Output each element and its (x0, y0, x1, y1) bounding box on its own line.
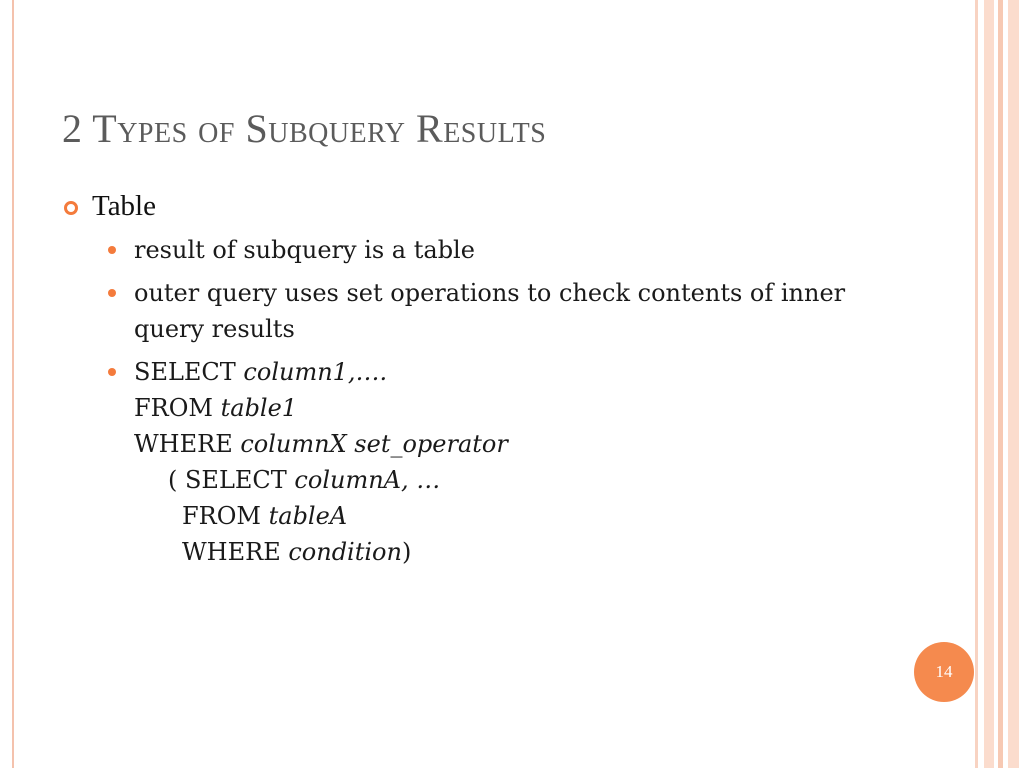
dot-bullet-icon (108, 368, 116, 376)
sql-identifier: columnA, … (294, 466, 441, 494)
right-stripe (975, 0, 978, 768)
right-stripe (998, 0, 1003, 768)
bullet-text: outer query uses set operations to check contents of inner query results (134, 279, 846, 343)
bullet-text: result of subquery is a table (134, 236, 475, 264)
sql-paren: ) (401, 538, 412, 566)
sql-line (134, 354, 866, 390)
sql-identifier: tableA (268, 502, 348, 530)
page-number-badge: 14 (914, 642, 974, 702)
sql-line (134, 462, 866, 498)
right-stripe (984, 0, 994, 768)
sql-line (134, 390, 866, 426)
sql-code-item (106, 354, 866, 570)
slide-title: 2 Types of Subquery Results (62, 106, 547, 151)
left-frame-line (12, 0, 14, 768)
list-item (106, 232, 866, 268)
sql-keyword: FROM (134, 394, 221, 422)
sql-identifier: column1,…. (243, 358, 388, 386)
sql-identifier: table1 (220, 394, 298, 422)
right-stripe (1008, 0, 1019, 768)
sql-keyword: SELECT (134, 358, 244, 386)
sql-line (134, 498, 866, 534)
sub-bullet-list (106, 232, 866, 577)
level1-label: Table (92, 190, 156, 222)
sql-keyword: WHERE (182, 538, 289, 566)
sql-keyword: WHERE (134, 430, 241, 458)
sql-identifier: condition (288, 538, 402, 566)
sql-keyword: FROM (182, 502, 269, 530)
level1-bullet-item (64, 190, 156, 223)
sql-line (134, 534, 866, 570)
ring-bullet-icon (64, 201, 78, 215)
dot-bullet-icon (108, 246, 116, 254)
dot-bullet-icon (108, 289, 116, 297)
sql-keyword: ( SELECT (168, 466, 295, 494)
sql-identifier: columnX set_operator (240, 430, 508, 458)
list-item (106, 275, 866, 347)
sql-line (134, 426, 866, 462)
